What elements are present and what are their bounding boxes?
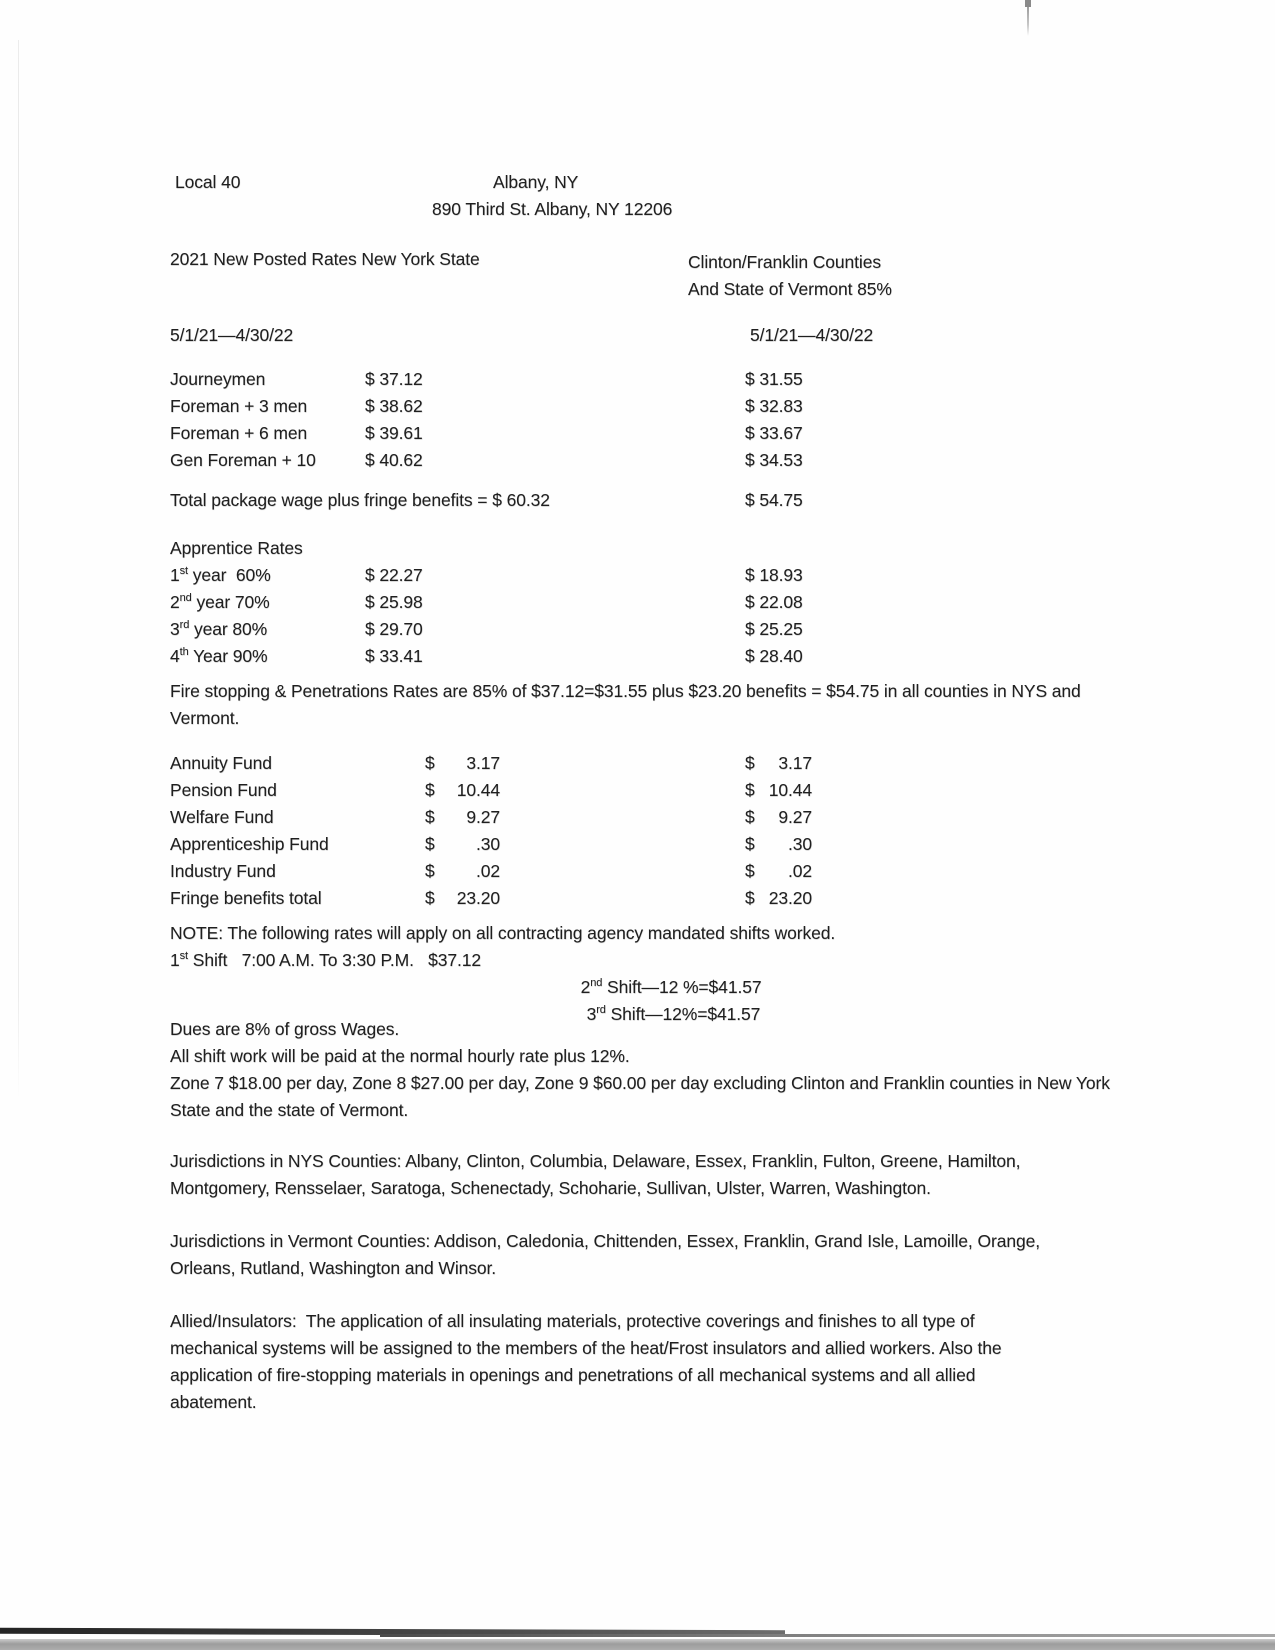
wage-nys-value: $ 38.62 (365, 396, 423, 416)
fund-label: Pension Fund (170, 780, 277, 800)
table-row (170, 450, 1170, 477)
shift-work-line: All shift work will be paid at the normal hourly rate plus 12%. (170, 1046, 630, 1066)
right-title-line1: Clinton/Franklin Counties (688, 252, 882, 272)
apprentice-cf-value: $ 28.40 (745, 646, 803, 666)
note-line: NOTE: The following rates will apply on all contracting agency mandated shifts worked. (170, 923, 836, 943)
fund-nys-amount: 10.44 (456, 780, 500, 800)
table-row (170, 646, 1170, 673)
local-number: Local 40 (175, 172, 241, 192)
currency-symbol: $ (745, 807, 755, 827)
nys-jurisdictions-paragraph: Jurisdictions in NYS Counties: Albany, Clinton, Columbia, Delaware, Essex, Franklin, Fulton, Greene, Hamilton, Montgomery, Rensselaer, Saratoga, Schenectady, Schoharie, Sullivan, Ulster, Warren, Washington. (170, 1151, 1026, 1198)
apprentice-label: 1st year 60% (170, 565, 271, 585)
fund-label: Fringe benefits total (170, 888, 322, 908)
scan-bottom-gray-band (0, 1639, 1275, 1650)
currency-symbol: $ (425, 834, 435, 854)
apprentice-label: 3rd year 80% (170, 619, 268, 639)
currency-symbol: $ (425, 780, 435, 800)
currency-symbol: $ (425, 807, 435, 827)
fire-stopping-note: Fire stopping & Penetrations Rates are 85% of $37.12=$31.55 plus $23.20 benefits = $54.75 in all counties in NYS and Vermont. (170, 681, 1086, 728)
fund-cf-amount: .30 (787, 834, 812, 854)
fund-cf-amount: .02 (787, 861, 812, 881)
apprentice-label: 2nd year 70% (170, 592, 270, 612)
apprentice-nys-value: $ 29.70 (365, 619, 423, 639)
apprentice-cf-value: $ 25.25 (745, 619, 803, 639)
wage-cf-value: $ 31.55 (745, 369, 803, 389)
header-address: 890 Third St. Albany, NY 12206 (432, 199, 673, 219)
currency-symbol: $ (745, 888, 755, 908)
fund-cf-amount: 23.20 (768, 888, 812, 908)
wage-nys-value: $ 37.12 (365, 369, 423, 389)
fund-nys-amount: .02 (475, 861, 500, 881)
apprentice-nys-value: $ 33.41 (365, 646, 423, 666)
vermont-jurisdictions-paragraph: Jurisdictions in Vermont Counties: Addison, Caledonia, Chittenden, Essex, Franklin, Grand Isle, Lamoille, Orange, Orleans, Rutland, Washington and Winsor. (170, 1231, 1045, 1278)
total-package-row (170, 490, 1170, 517)
fund-cf-amount: 10.44 (768, 780, 812, 800)
allied-insulators-paragraph: Allied/Insulators: The application of all insulating materials, protective coverings and finishes to all type of mechanical systems will be assigned to the members of the heat/Frost insulators and allied workers. Also the application of fire-stopping materials in openings and penetrations of all mechanical systems and all allied abatement. (170, 1311, 1007, 1412)
fund-nys-amount: 9.27 (466, 807, 500, 827)
period-right: 5/1/21—4/30/22 (750, 325, 874, 345)
fund-label: Apprenticeship Fund (170, 834, 329, 854)
table-row (170, 834, 1170, 861)
scan-top-right-mark (1025, 0, 1031, 7)
currency-symbol: $ (745, 753, 755, 773)
scan-left-edge-line (18, 40, 19, 1100)
total-package-cf-value: $ 54.75 (745, 490, 803, 510)
apprentice-label: 4th Year 90% (170, 646, 268, 666)
shift-rates-line (170, 947, 1170, 1024)
funds-table (170, 753, 1170, 915)
first-shift-rate: 1st Shift 7:00 A.M. To 3:30 P.M. $37.12 (170, 950, 482, 970)
dues-line: Dues are 8% of gross Wages. (170, 1019, 400, 1039)
apprentice-title: Apprentice Rates (170, 538, 303, 558)
apprentice-table (170, 565, 1170, 673)
fund-label: Industry Fund (170, 861, 276, 881)
apprentice-cf-value: $ 22.08 (745, 592, 803, 612)
fund-label: Annuity Fund (170, 753, 272, 773)
wage-cf-value: $ 33.67 (745, 423, 803, 443)
wage-label: Foreman + 6 men (170, 423, 308, 443)
right-title-line2: And State of Vermont 85% (688, 279, 892, 299)
currency-symbol: $ (425, 753, 435, 773)
currency-symbol: $ (745, 780, 755, 800)
table-row (170, 780, 1170, 807)
fund-nys-amount: 3.17 (466, 753, 500, 773)
table-row (170, 888, 1170, 915)
wage-label: Journeymen (170, 369, 266, 389)
wage-nys-value: $ 39.61 (365, 423, 423, 443)
second-shift-rate: 2nd Shift—12 %=$41.57 (580, 977, 762, 997)
right-column-title (688, 249, 892, 303)
wage-label: Gen Foreman + 10 (170, 450, 316, 470)
third-shift-rate: 3rd Shift—12%=$41.57 (586, 1004, 761, 1024)
scan-bottom-thin-line (380, 1634, 1275, 1637)
fund-cf-amount: 9.27 (778, 807, 812, 827)
period-left: 5/1/21—4/30/22 (170, 325, 294, 345)
fund-nys-amount: 23.20 (456, 888, 500, 908)
currency-symbol: $ (745, 834, 755, 854)
fund-label: Welfare Fund (170, 807, 274, 827)
currency-symbol: $ (425, 861, 435, 881)
total-package-label: Total package wage plus fringe benefits = $ 60.32 (170, 490, 550, 510)
table-row (170, 861, 1170, 888)
fund-nys-amount: .30 (475, 834, 500, 854)
table-row (170, 565, 1170, 592)
header-city: Albany, NY (493, 172, 579, 192)
table-row (170, 396, 1170, 423)
wage-cf-value: $ 32.83 (745, 396, 803, 416)
table-row (170, 753, 1170, 780)
table-row (170, 369, 1170, 396)
currency-symbol: $ (745, 861, 755, 881)
table-row (170, 423, 1170, 450)
table-row (170, 807, 1170, 834)
apprentice-cf-value: $ 18.93 (745, 565, 803, 585)
currency-symbol: $ (425, 888, 435, 908)
zone-rates-paragraph: Zone 7 $18.00 per day, Zone 8 $27.00 per day, Zone 9 $60.00 per day excluding Clinton and Franklin counties in New York State and the state of Vermont. (170, 1073, 1115, 1120)
table-row (170, 619, 1170, 646)
wage-cf-value: $ 34.53 (745, 450, 803, 470)
wage-label: Foreman + 3 men (170, 396, 308, 416)
wage-table (170, 369, 1170, 477)
apprentice-nys-value: $ 25.98 (365, 592, 423, 612)
table-row (170, 592, 1170, 619)
left-column-title: 2021 New Posted Rates New York State (170, 249, 480, 269)
fund-cf-amount: 3.17 (778, 753, 812, 773)
apprentice-nys-value: $ 22.27 (365, 565, 423, 585)
wage-nys-value: $ 40.62 (365, 450, 423, 470)
